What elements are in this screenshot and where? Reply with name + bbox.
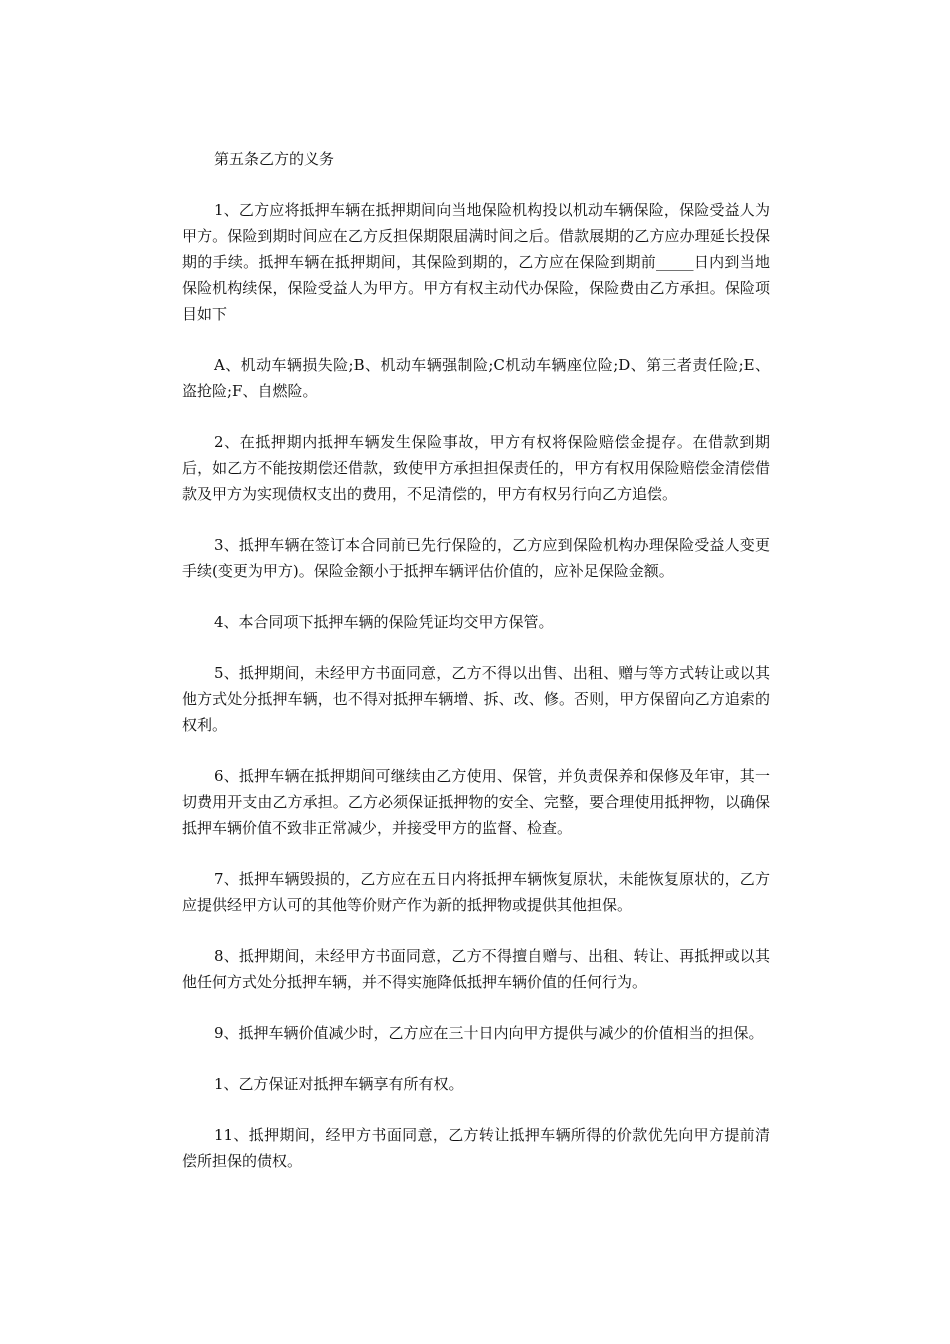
clause-1-insurance: 1、乙方应将抵押车辆在抵押期间向当地保险机构投以机动车辆保险，保险受益人为甲方。保险到期时间应在乙方反担保期限届满时间之后。借款展期的乙方应办理延长投保期的手续。抵押车辆在抵押期间，其保险到期的，乙方应在保险到期前_____日内到当地保险机构续保，保险受益人为甲方。甲方有权主动代办保险，保险费由乙方承担。保险项目如下 bbox=[182, 201, 770, 323]
insurance-items-list: A、机动车辆损失险;B、机动车辆强制险;C机动车辆座位险;D、第三者责任险;E、盗抢险;F、自燃险。 bbox=[182, 356, 770, 400]
clause-10-ownership: 1、乙方保证对抵押车辆享有所有权。 bbox=[214, 1075, 464, 1093]
clause-7-damage-restoration: 7、抵押车辆毁损的，乙方应在五日内将抵押车辆恢复原状，未能恢复原状的，乙方应提供经甲方认可的其他等价财产作为新的抵押物或提供其他担保。 bbox=[182, 870, 770, 914]
clause-9-value-decrease: 9、抵押车辆价值减少时，乙方应在三十日内向甲方提供与减少的价值相当的担保。 bbox=[214, 1024, 764, 1042]
clause-5-disposal-restriction: 5、抵押期间，未经甲方书面同意，乙方不得以出售、出租、赠与等方式转让或以其他方式处分抵押车辆，也不得对抵押车辆增、拆、改、修。否则，甲方保留向乙方追索的权利。 bbox=[182, 664, 770, 734]
clause-8-transfer-restriction: 8、抵押期间，未经甲方书面同意，乙方不得擅自赠与、出租、转让、再抵押或以其他任何方式处分抵押车辆，并不得实施降低抵押车辆价值的任何行为。 bbox=[182, 947, 770, 991]
clause-4-insurance-certificate: 4、本合同项下抵押车辆的保险凭证均交甲方保管。 bbox=[214, 613, 554, 631]
section-heading: 第五条乙方的义务 bbox=[214, 150, 335, 168]
clause-11-transfer-proceeds: 11、抵押期间，经甲方书面同意，乙方转让抵押车辆所得的价款优先向甲方提前清偿所担保的债权。 bbox=[182, 1126, 770, 1170]
document-page bbox=[182, 146, 770, 1199]
clause-2-insurance-claim: 2、在抵押期内抵押车辆发生保险事故，甲方有权将保险赔偿金提存。在借款到期后，如乙方不能按期偿还借款，致使甲方承担担保责任的，甲方有权用保险赔偿金清偿借款及甲方为实现债权支出的费用，不足清偿的，甲方有权另行向乙方追偿。 bbox=[182, 433, 770, 503]
clause-6-use-and-maintenance: 6、抵押车辆在抵押期间可继续由乙方使用、保管，并负责保养和保修及年审，其一切费用开支由乙方承担。乙方必须保证抵押物的安全、完整，要合理使用抵押物，以确保抵押车辆价值不致非正常减少，并接受甲方的监督、检查。 bbox=[182, 767, 770, 837]
clause-3-beneficiary-change: 3、抵押车辆在签订本合同前已先行保险的，乙方应到保险机构办理保险受益人变更手续(变更为甲方)。保险金额小于抵押车辆评估价值的，应补足保险金额。 bbox=[182, 536, 770, 580]
